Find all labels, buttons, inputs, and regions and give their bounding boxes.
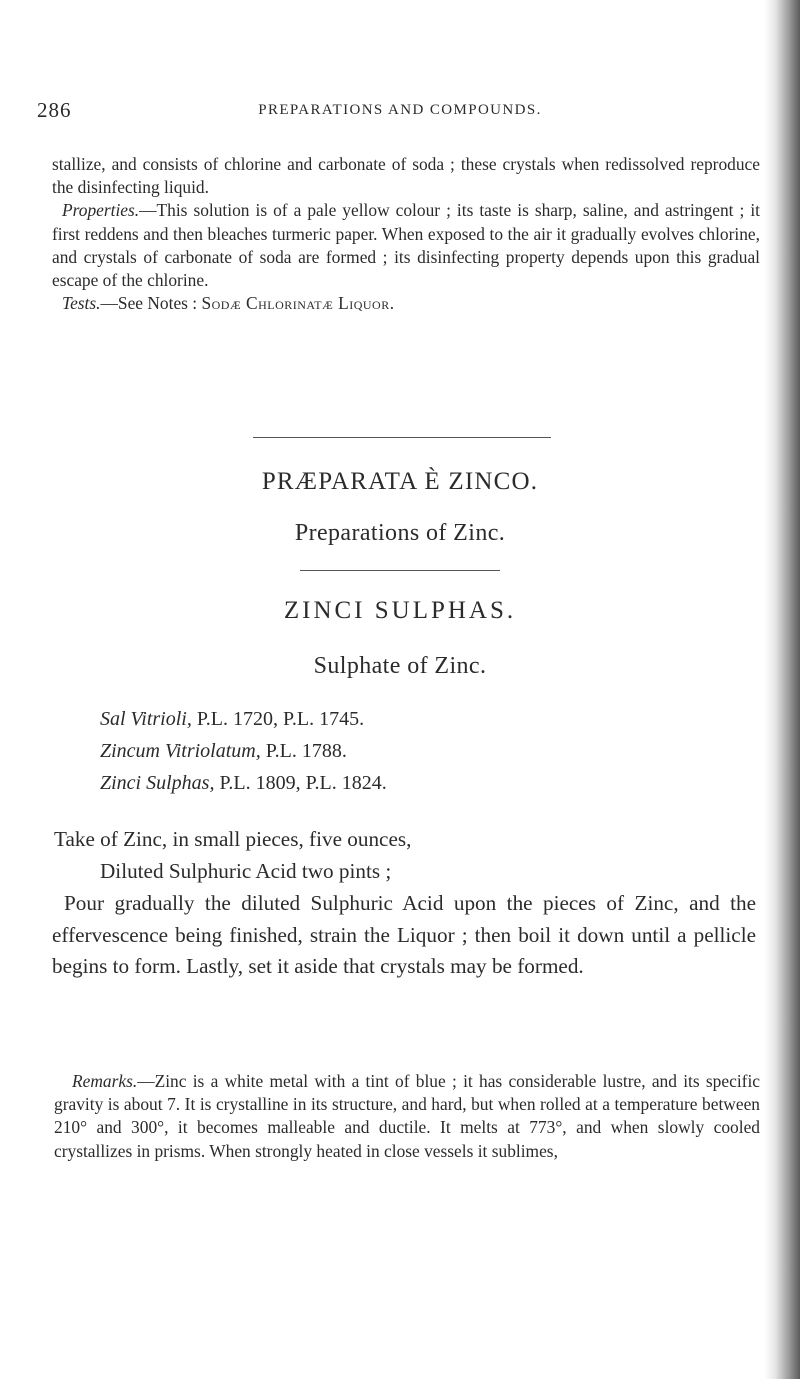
remarks-paragraph: [54, 1070, 760, 1163]
tests-wrap: [52, 293, 395, 313]
continuation-paragraph: [52, 153, 760, 315]
recipe-line-1: Take of Zinc, in small pieces, five ounces,: [54, 827, 412, 851]
entry-latin-name: ZINCI SULPHAS.: [283, 597, 517, 624]
page-number: 286: [37, 98, 72, 122]
running-head: PREPARATIONS AND COMPOUNDS.: [258, 102, 542, 118]
section-latin-title: PRÆPARATA È ZINCO.: [261, 468, 539, 495]
continuation-text: stallize, and consists of chlorine and carbonate of soda ; these crystals when redissolved reproduce the disinfecting liquid.: [52, 154, 760, 198]
recipe-paragraph: Pour gradually the diluted Sulphuric Acid upon the pieces of Zinc, and the effervescence being finished, strain the Liquor ; then boil it down until a pellicle begins to form. Lastly, set it aside that crystals may be formed.: [52, 891, 756, 978]
tests-text: —See Notes :: [100, 293, 202, 314]
synonym-name: Sal Vitrioli,: [100, 708, 192, 730]
synonym-line: [100, 740, 347, 763]
page-header: [0, 98, 800, 128]
section-english-title: Preparations of Zinc.: [294, 520, 506, 546]
properties-text: —This solution is of a pale yellow colour ; its taste is sharp, saline, and astringent ; it first reddens and then bleaches turmeric paper. When exposed to the air it gradually evolves chlorine, and crystals of carbonate of soda are formed ; its disinfecting property depends upon this gradual escape of the chlorine.: [52, 200, 760, 291]
tests-reference: Sodæ Chlorinatæ Liquor.: [201, 293, 395, 314]
tests-label: Tests.: [62, 293, 101, 314]
synonym-line: [100, 708, 364, 731]
recipe-line-2: Diluted Sulphuric Acid two pints ;: [100, 859, 392, 883]
synonym-line: [100, 772, 387, 795]
section-rule-bottom: [300, 570, 500, 571]
synonym-refs: P.L. 1809, P.L. 1824.: [219, 772, 387, 794]
synonym-refs: P.L. 1788.: [265, 740, 347, 762]
remarks-text: —Zinc is a white metal with a tint of blue ; it has considerable lustre, and its specific gravity is about 7. It is crystalline in its structure, and hard, but when rolled at a temperature between 210° and 300°, it becomes malleable and ductile. It melts at 773°, and when slowly cooled crystallizes in prisms. When strongly heated in close vessels it sublimes,: [54, 1071, 760, 1161]
synonym-name: Zinci Sulphas,: [100, 772, 215, 794]
properties-label: Properties.: [62, 200, 140, 221]
synonym-name: Zincum Vitriolatum,: [100, 740, 261, 762]
page-edge-shadow: [764, 0, 800, 1379]
properties-wrap: [52, 200, 760, 290]
remarks-label: Remarks.: [72, 1071, 138, 1091]
section-rule-top: [253, 437, 551, 438]
synonym-refs: P.L. 1720, P.L. 1745.: [196, 708, 365, 730]
entry-english-name: Sulphate of Zinc.: [313, 653, 487, 679]
